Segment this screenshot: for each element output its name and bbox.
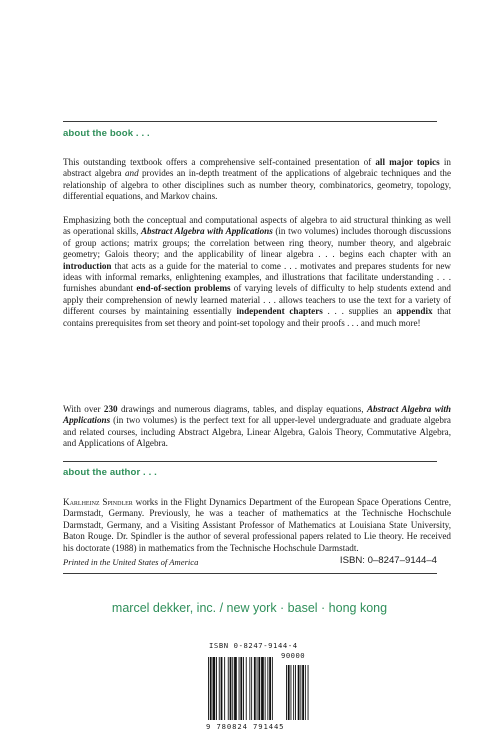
barcode-bar [254,657,256,720]
text-run: in abstract algebra [63,157,451,179]
barcode-bar [261,657,264,720]
barcode-bar [210,657,212,720]
barcode-bar [251,657,252,720]
barcode-bar [240,657,242,720]
top-divider [63,121,437,122]
text-run: introduction [63,260,112,271]
barcode-bar [216,657,217,720]
text-run: all major topics [375,157,440,167]
barcode-bar [208,657,209,720]
text-run: that contains prerequisites from set theory and point-set topology and their proofs . . . and much more! [63,306,451,328]
barcode-isbn-text: ISBN 0-8247-9144-4 [209,641,298,650]
barcode-bar [224,657,225,720]
barcode-bar [230,657,232,720]
barcode-addon-bar [298,665,300,720]
barcode-bar [246,657,247,720]
barcode-bar [234,657,237,720]
barcode-addon-digits: 90000 [281,651,306,660]
barcode-addon-bar [302,665,304,720]
about-book-paragraph-2 [63,215,451,329]
about-book-paragraph-1 [63,157,451,203]
barcode-addon-bar [308,665,309,720]
barcode-addon-bar [293,665,294,720]
barcode-ean-digits: 9 780824 791445 [206,722,285,731]
barcode-addon-bar [305,665,306,720]
text-run: drawings and numerous diagrams, tables, and display equations, [117,404,367,414]
bottom-divider [63,573,437,574]
text-run: works in the Flight Dynamics Department of the European Space Operations Centre, Darmstadt, Germany. Previously, he was a teacher of mathematics at the Technische Hochschule Darmstadt, Germany, and a Visiting Assistant Professor of Mathematics at Louisiana State University, Baton Rouge. Dr. Spindler is the author of several professional papers related to Lie theory. He received his doctorate (1988) in mathematics from the Technische Hochschule Darmstadt. [63,497,451,553]
text-run: With over [63,404,104,414]
about-book-paragraph-3 [63,404,451,450]
barcode-bar [243,657,244,720]
text-run: provides an in-depth treatment of the applications of algebraic techniques and the relationship of algebra to other disciplines such as number theory, combinatorics, geometry, topology, differential equations, and Markov chains. [63,168,451,202]
text-run: appendix [396,306,433,317]
barcode-bar [269,657,271,720]
barcode-bar [228,657,229,720]
text-run: Abstract Algebra with Applications [140,226,273,237]
barcode-bar [258,657,260,720]
text-run: of varying levels of difficulty to help students extend and apply their comprehension of newly learned material . . . allows teachers to use the text for a variety of different courses by maintaining essentially [63,283,451,317]
barcode-bar [232,657,233,720]
about-author-paragraph [63,497,451,554]
barcode-bar [267,657,268,720]
printed-in-notice: Printed in the United States of America [63,557,199,567]
text-run: Abstract Algebra with Applications [63,404,451,426]
isbn-number: ISBN: 0–8247–9144–4 [339,555,437,566]
publisher-line: marcel dekker, inc. / new york · basel · hong kong [111,601,388,615]
barcode-addon-bar [295,665,296,720]
barcode-bar [239,657,240,720]
text-run: independent chapters [236,306,323,317]
barcode-bar [265,657,266,720]
text-run: . . . supplies an [322,306,397,317]
text-run: (in two volumes) includes thorough discussions of group actions; matrix groups; the correlation between ring theory, number theory, and algebraic geometry; Galois theory; and the applicability of linear algebra . . . begins each chapter with an [63,226,451,260]
text-run: that acts as a guide for the material to come . . . motivates and prepares students for new ideas with informal remarks, enlightening examples, and illustrations that facilitate understanding . . . furnishes abundant [63,260,451,294]
barcode-bar [219,657,220,720]
text-run: This outstanding textbook offers a comprehensive self-contained presentation of [63,157,376,167]
barcode-bars [206,657,316,723]
about-author-heading: about the author . . . [63,467,157,478]
barcode-bar [272,657,273,720]
text-run: Emphasizing both the conceptual and computational aspects of algebra to aid structural thinking as well as operational skills, [63,215,451,237]
barcode-addon-bar [300,665,301,720]
barcode-addon-bar [286,665,287,720]
text-run: (in two volumes) is the perfect text for all upper-level undergraduate and graduate algebra and related courses, including Abstract Algebra, Linear Algebra, Galois Theory, Commutative Algebra, and Applications of Algebra. [63,415,451,449]
text-run: 230 [103,404,118,414]
middle-divider [63,461,437,462]
text-run: and [124,168,139,179]
text-run: end-of-section problems [136,283,231,294]
isbn-barcode [206,641,316,734]
barcode-bar [213,657,216,720]
barcode-addon-bar [291,665,292,720]
about-book-heading: about the book . . . [63,128,150,139]
barcode-addon-bar [288,665,290,720]
barcode-bar [221,657,223,720]
text-run: Karlheinz Spindler [63,497,133,507]
barcode-bar [249,657,250,720]
barcode-bar [257,657,258,720]
